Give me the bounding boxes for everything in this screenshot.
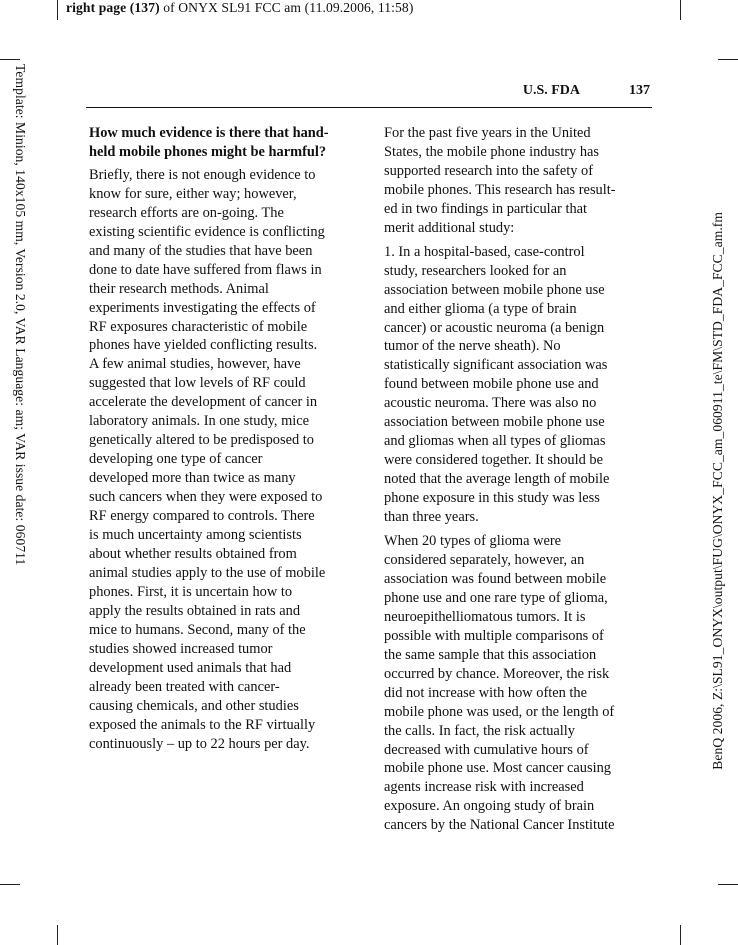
text-line: For the past five years in the United: [384, 125, 591, 141]
paragraph: [384, 124, 650, 238]
text-line: developed more than twice as many: [89, 470, 296, 487]
crop-mark-left-top: [0, 59, 20, 60]
text-line: the same sample that this association: [384, 646, 597, 663]
text-line: When 20 types of glioma were: [384, 533, 562, 550]
text-line: study, researchers looked for an: [384, 262, 567, 279]
text-line: existing scientific evidence is conflicting: [89, 223, 325, 240]
text-line: done to date have suffered from flaws in: [89, 261, 322, 278]
text-line: phone exposure in this study was less: [384, 490, 600, 507]
text-line: studies showed increased tumor: [89, 640, 273, 657]
print-header: [66, 0, 413, 18]
section-heading: [89, 124, 353, 162]
text-line: already been treated with cancer-: [89, 678, 280, 695]
text-line: than three years.: [384, 509, 479, 526]
text-line: tumor of the nerve sheath). No: [384, 338, 561, 355]
crop-mark-right-top: [718, 59, 738, 60]
crop-mark-bottom-left: [57, 925, 58, 945]
text-line: RF exposures characteristic of mobile: [89, 318, 308, 335]
text-line: genetically altered to be predisposed to: [89, 432, 314, 449]
text-line: decreased with cumulative hours of: [384, 741, 589, 758]
text-line: 1. In a hospital-based, case-control: [384, 243, 585, 260]
text-line: occurred by chance. Moreover, the risk: [384, 665, 610, 682]
text-line: phone use and one rare type of glioma,: [384, 589, 608, 606]
text-line: States, the mobile phone industry has: [384, 143, 600, 160]
text-line: acoustic neuroma. There was also no: [384, 395, 597, 412]
text-line: such cancers when they were exposed to: [89, 489, 323, 506]
text-line: considered separately, however, an: [384, 551, 585, 568]
paragraph: [89, 166, 353, 754]
text-line: about whether results obtained from: [89, 545, 297, 562]
text-line: possible with multiple comparisons of: [384, 627, 604, 644]
text-line: merit additional study:: [384, 219, 515, 236]
crop-mark-top-right: [680, 0, 681, 20]
text-line: were considered together. It should be: [384, 452, 603, 469]
text-line: association between mobile phone use: [384, 414, 605, 431]
text-line: ed in two findings in particular that: [384, 200, 588, 217]
text-line: their research methods. Animal: [89, 280, 269, 297]
text-line: the calls. In fact, the risk actually: [384, 722, 575, 739]
text-line: research efforts are on-going. The: [89, 204, 284, 221]
heading-line: How much evidence is there that hand-: [89, 125, 329, 141]
page-number: 137: [629, 83, 650, 98]
text-line: phones. First, it is uncertain how to: [89, 583, 293, 600]
text-line: phones have yielded conflicting results.: [89, 337, 318, 354]
file-path-sidebar: BenQ 2006, Z:\SL91_ONYX\output\FUG\ONYX_FCC_am_060911_te\FM\STD_FDA_FCC_am.fm: [710, 212, 725, 770]
heading-line: held mobile phones might be harmful?: [89, 143, 327, 160]
running-title: U.S. FDA: [522, 83, 580, 98]
text-line: and gliomas when all types of gliomas: [384, 433, 606, 450]
text-line: exposed the animals to the RF virtually: [89, 716, 316, 733]
paragraph: [384, 532, 650, 835]
text-line: experiments investigating the effects of: [89, 299, 316, 316]
text-line: did not increase with how often the: [384, 684, 588, 701]
text-line: RF energy compared to controls. There: [89, 508, 315, 525]
text-line: mice to humans. Second, many of the: [89, 621, 306, 638]
crop-mark-top-left: [57, 0, 58, 20]
text-line: mobile phone was used, or the length of: [384, 703, 615, 720]
text-line: supported research into the safety of: [384, 162, 593, 179]
text-line: mobile phones. This research has result-: [384, 181, 616, 198]
text-line: apply the results obtained in rats and: [89, 602, 301, 619]
text-line: developing one type of cancer: [89, 451, 263, 468]
text-line: causing chemicals, and other studies: [89, 697, 299, 714]
text-line: cancer) or acoustic neuroma (a benign: [384, 319, 605, 336]
text-line: noted that the average length of mobile: [384, 471, 610, 488]
print-header-page: right page (137): [66, 0, 160, 15]
running-header: [86, 82, 652, 102]
text-line: animal studies apply to the use of mobile: [89, 564, 326, 581]
text-line: and either glioma (a type of brain: [384, 300, 577, 317]
text-line: continuously – up to 22 hours per day.: [89, 735, 310, 752]
paragraph: [384, 243, 650, 527]
text-line: and many of the studies that have been: [89, 242, 313, 259]
text-line: statistically significant association was: [384, 357, 608, 374]
text-line: found between mobile phone use and: [384, 376, 599, 393]
text-line: is much uncertainty among scientists: [89, 527, 302, 544]
text-line: cancers by the National Cancer Institute: [384, 817, 615, 834]
text-line: know for sure, either way; however,: [89, 185, 297, 202]
text-line: development used animals that had: [89, 659, 292, 676]
text-line: accelerate the development of cancer in: [89, 394, 318, 411]
text-line: A few animal studies, however, have: [89, 356, 301, 373]
text-line: neuroepithelliomatous tumors. It is: [384, 608, 586, 625]
text-line: laboratory animals. In one study, mice: [89, 413, 310, 430]
print-header-rest: of ONYX SL91 FCC am (11.09.2006, 11:58): [159, 0, 414, 15]
crop-mark-right-bottom: [718, 884, 738, 885]
text-line: agents increase risk with increased: [384, 779, 584, 796]
text-line: association between mobile phone use: [384, 281, 605, 298]
text-line: suggested that low levels of RF could: [89, 375, 306, 392]
crop-mark-left-bottom: [0, 884, 20, 885]
crop-mark-bottom-right: [680, 925, 681, 945]
right-column: [384, 124, 650, 840]
template-sidebar: Template: Minion, 140x105 mm, Version 2.0, VAR Language: am; VAR issue date: 060711: [13, 64, 28, 566]
text-line: association was found between mobile: [384, 570, 607, 587]
text-line: mobile phone use. Most cancer causing: [384, 760, 611, 777]
text-line: exposure. An ongoing study of brain: [384, 798, 595, 815]
header-rule: [86, 107, 652, 108]
text-line: Briefly, there is not enough evidence to: [89, 166, 316, 183]
left-column: [89, 124, 353, 758]
